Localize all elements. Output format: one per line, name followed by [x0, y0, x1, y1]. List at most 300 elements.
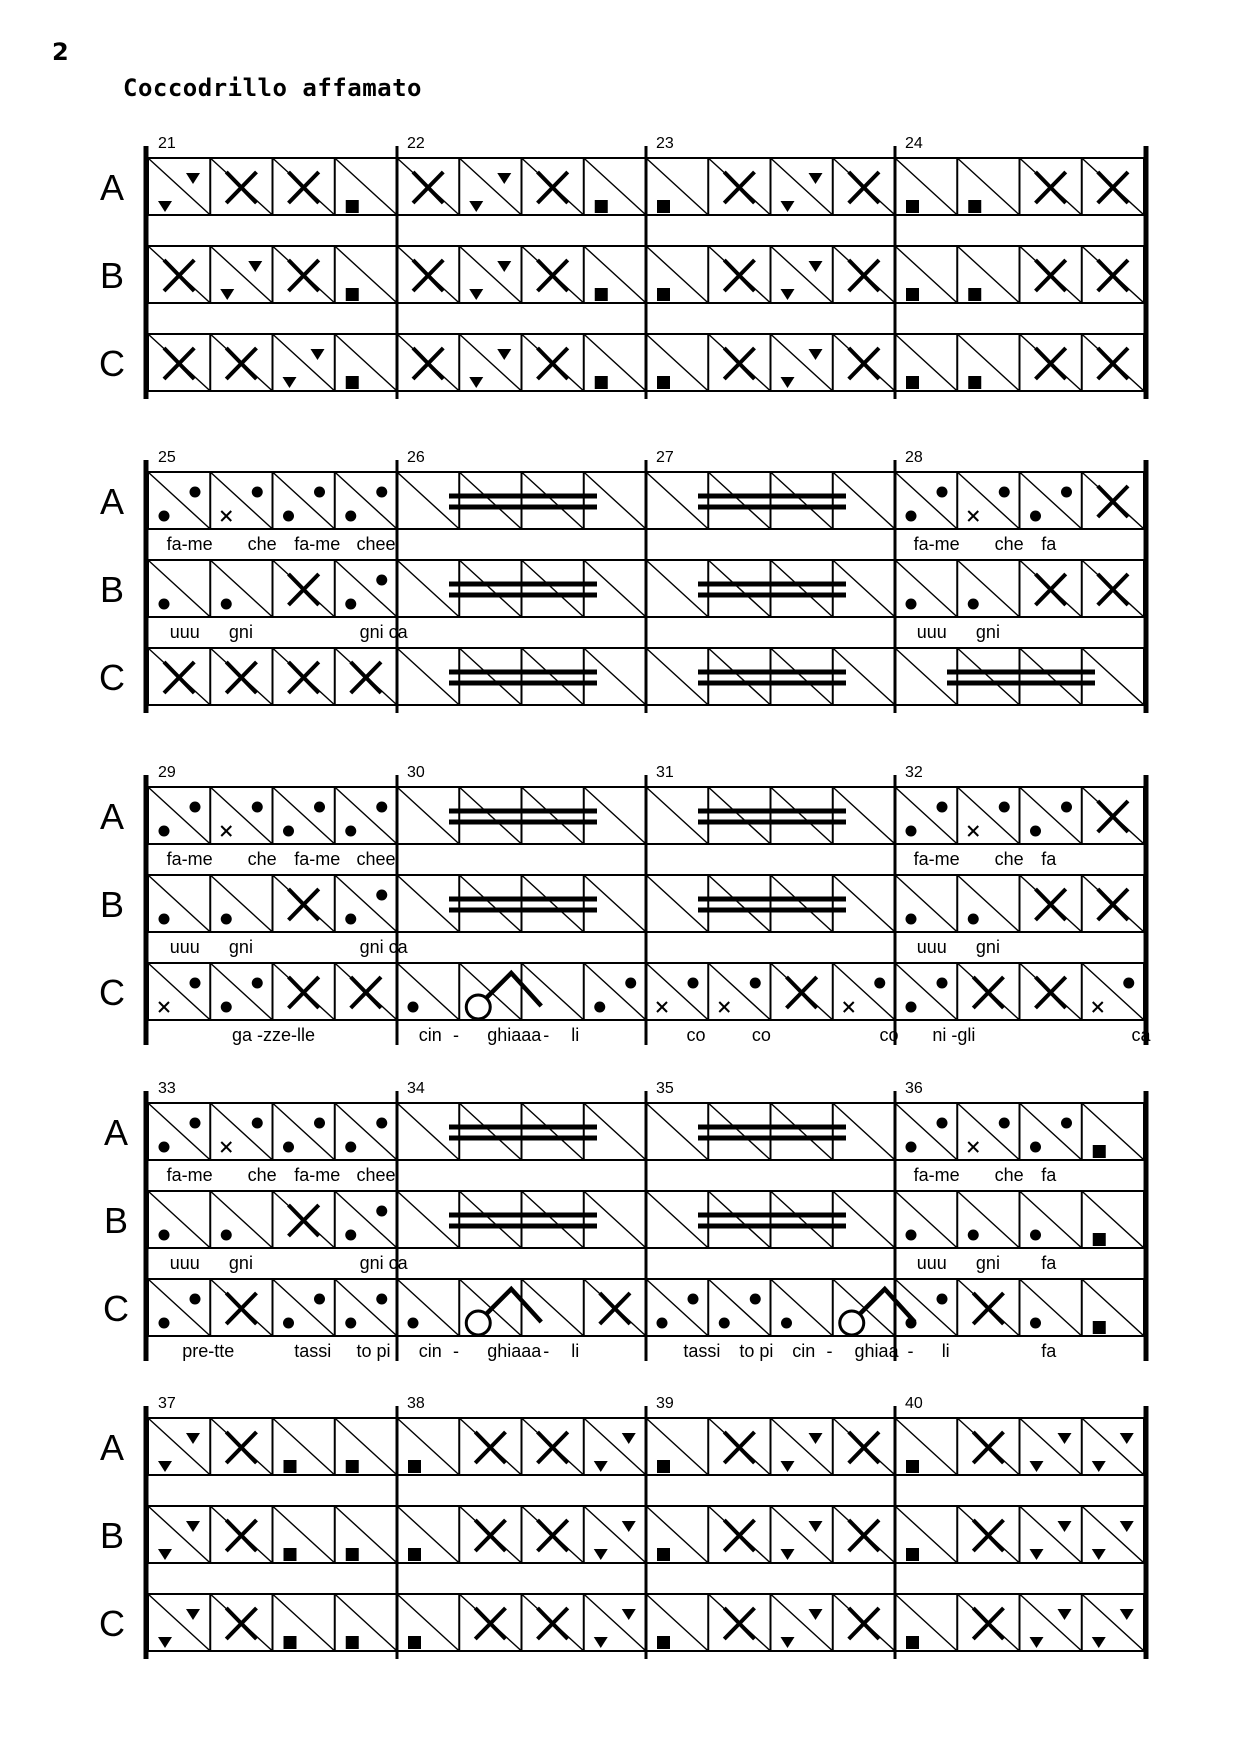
- beat-diagonal: [771, 1594, 833, 1651]
- beat-diagonal: [957, 1103, 1019, 1160]
- beat-diagonal: [957, 158, 1019, 215]
- part-label: B: [99, 884, 125, 925]
- triangle-note: [1058, 1521, 1072, 1532]
- beat-diagonal: [646, 1418, 708, 1475]
- beat-diagonal: [584, 1418, 646, 1475]
- beat-diagonal: [895, 875, 957, 932]
- beat-diagonal: [335, 1279, 397, 1336]
- dot-note: [968, 914, 979, 925]
- beat-diagonal: [335, 246, 397, 303]
- beat-diagonal: [459, 158, 521, 215]
- dot-note: [750, 1294, 761, 1305]
- dot-note: [594, 1002, 605, 1013]
- beat-diagonal: [210, 787, 272, 844]
- dot-note: [1061, 802, 1072, 813]
- square-note: [595, 200, 608, 213]
- triangle-note: [158, 1549, 172, 1560]
- beat-diagonal: [771, 158, 833, 215]
- dot-note: [283, 511, 294, 522]
- open-circle-note: [466, 995, 490, 1019]
- dot-note: [937, 1118, 948, 1129]
- dot-note: [252, 978, 263, 989]
- square-note: [408, 1636, 421, 1649]
- beat-diagonal: [833, 787, 895, 844]
- lyric-syllable: gni: [975, 622, 1000, 642]
- beat-diagonal: [771, 560, 833, 617]
- hook-tie: [486, 973, 541, 1006]
- beat-diagonal: [584, 472, 646, 529]
- dot-note: [190, 487, 201, 498]
- lyric-syllable: chee: [356, 849, 396, 869]
- triangle-note: [1120, 1433, 1134, 1444]
- dot-note: [408, 1318, 419, 1329]
- beat-diagonal: [646, 1279, 708, 1336]
- lyric-syllable: tassi: [294, 1341, 332, 1361]
- beat-diagonal: [273, 334, 335, 391]
- beat-diagonal: [646, 560, 708, 617]
- beat-diagonal: [708, 472, 770, 529]
- beat-diagonal: [957, 334, 1019, 391]
- beat-diagonal: [833, 963, 895, 1020]
- beat-diagonal: [1020, 1191, 1082, 1248]
- lyric-syllable: gni ca: [359, 622, 408, 642]
- beat-diagonal: [148, 1594, 210, 1651]
- dot-note: [376, 575, 387, 586]
- beat-diagonal: [895, 1103, 957, 1160]
- lyric-syllable: ghiaaa: [487, 1025, 542, 1045]
- square-note: [408, 1460, 421, 1473]
- dot-note: [221, 1230, 232, 1241]
- dot-note: [906, 511, 917, 522]
- dot-note: [906, 1002, 917, 1013]
- lyric-syllable: uuu: [169, 937, 200, 957]
- beat-diagonal: [273, 472, 335, 529]
- beat-diagonal: [459, 787, 521, 844]
- triangle-note: [1092, 1461, 1106, 1472]
- square-note: [346, 1548, 359, 1561]
- lyric-syllable: li: [941, 1341, 950, 1361]
- square-note: [968, 200, 981, 213]
- beat-diagonal: [957, 875, 1019, 932]
- lyric-syllable: ga -zze-lle: [232, 1025, 316, 1045]
- beat-diagonal: [397, 648, 459, 705]
- beat-diagonal: [1020, 787, 1082, 844]
- beat-diagonal: [895, 1418, 957, 1475]
- measure-number: 38: [407, 1395, 425, 1412]
- beat-diagonal: [397, 1191, 459, 1248]
- lyric-syllable: fa-me: [294, 534, 341, 554]
- triangle-note: [622, 1521, 636, 1532]
- measure-number: 26: [407, 449, 425, 466]
- dot-note: [314, 1294, 325, 1305]
- triangle-note: [497, 349, 511, 360]
- beat-diagonal: [522, 875, 584, 932]
- square-note: [968, 376, 981, 389]
- beat-diagonal: [646, 1103, 708, 1160]
- dot-note: [937, 487, 948, 498]
- beat-diagonal: [1020, 1418, 1082, 1475]
- beat-diagonal: [957, 1191, 1019, 1248]
- lyric-syllable: ni -gli: [932, 1025, 976, 1045]
- square-note: [906, 1460, 919, 1473]
- dot-note: [190, 1294, 201, 1305]
- beat-diagonal: [584, 963, 646, 1020]
- beat-diagonal: [1082, 1418, 1144, 1475]
- lyric-syllable: che: [247, 849, 277, 869]
- dot-note: [376, 1118, 387, 1129]
- dot-note: [376, 802, 387, 813]
- dot-note: [345, 826, 356, 837]
- beat-diagonal: [833, 560, 895, 617]
- beat-diagonal: [646, 875, 708, 932]
- lyric-syllable: cin: [418, 1341, 442, 1361]
- dot-note: [968, 1230, 979, 1241]
- triangle-note: [594, 1637, 608, 1648]
- beat-diagonal: [459, 246, 521, 303]
- lyric-syllable: co: [686, 1025, 706, 1045]
- triangle-note: [622, 1609, 636, 1620]
- square-note: [657, 1460, 670, 1473]
- dot-note: [221, 914, 232, 925]
- beat-diagonal: [397, 472, 459, 529]
- beat-diagonal: [1082, 1103, 1144, 1160]
- dot-note: [376, 1294, 387, 1305]
- beat-diagonal: [335, 787, 397, 844]
- measure-number: 29: [158, 764, 176, 781]
- dot-note: [190, 978, 201, 989]
- lyric-syllable: gni: [228, 937, 253, 957]
- triangle-note: [1030, 1637, 1044, 1648]
- beat-diagonal: [335, 1191, 397, 1248]
- dot-note: [376, 487, 387, 498]
- dot-note: [781, 1318, 792, 1329]
- dot-note: [345, 599, 356, 610]
- part-label: C: [99, 343, 125, 384]
- beat-diagonal: [397, 1594, 459, 1651]
- square-note: [1093, 1233, 1106, 1246]
- triangle-note: [809, 349, 823, 360]
- triangle-note: [497, 261, 511, 272]
- beat-diagonal: [771, 1191, 833, 1248]
- lyric-syllable: tassi: [683, 1341, 721, 1361]
- part-label: C: [99, 1603, 125, 1644]
- lyric-syllable: uuu: [916, 1253, 947, 1273]
- beat-diagonal: [210, 963, 272, 1020]
- beat-diagonal: [1082, 1506, 1144, 1563]
- triangle-note: [248, 261, 262, 272]
- lyric-syllable: cin: [792, 1341, 816, 1361]
- part-label: C: [103, 1288, 129, 1329]
- measure-number: 25: [158, 449, 176, 466]
- beat-diagonal: [273, 1418, 335, 1475]
- beat-diagonal: [833, 875, 895, 932]
- square-note: [595, 288, 608, 301]
- dot-note: [345, 1142, 356, 1153]
- beat-diagonal: [335, 334, 397, 391]
- lyric-syllable: gni: [975, 937, 1000, 957]
- triangle-note: [781, 1637, 795, 1648]
- dot-note: [1030, 511, 1041, 522]
- lyric-syllable: gni ca: [359, 1253, 408, 1273]
- dot-note: [283, 1142, 294, 1153]
- beat-diagonal: [584, 1191, 646, 1248]
- dot-note: [906, 914, 917, 925]
- part-label: B: [103, 1200, 129, 1241]
- dot-note: [968, 599, 979, 610]
- lyric-syllable: fa-me: [166, 849, 213, 869]
- beat-diagonal: [895, 246, 957, 303]
- measure-number: 34: [407, 1080, 425, 1097]
- measure-number: 27: [656, 449, 674, 466]
- lyric-syllable: fa: [1041, 849, 1057, 869]
- lyric-syllable: li: [571, 1341, 580, 1361]
- dot-note: [376, 890, 387, 901]
- beat-diagonal: [584, 158, 646, 215]
- dot-note: [1030, 826, 1041, 837]
- dot-note: [376, 1206, 387, 1217]
- triangle-note: [809, 1433, 823, 1444]
- hook-tie: [860, 1289, 915, 1322]
- beat-diagonal: [1020, 472, 1082, 529]
- dot-note: [159, 1230, 170, 1241]
- lyric-syllable: ghiaaa: [487, 1341, 542, 1361]
- beat-diagonal: [771, 648, 833, 705]
- dot-note: [1030, 1142, 1041, 1153]
- triangle-note: [781, 1461, 795, 1472]
- beat-diagonal: [397, 1506, 459, 1563]
- beat-diagonal: [957, 648, 1019, 705]
- dot-note: [1030, 1318, 1041, 1329]
- beat-diagonal: [895, 560, 957, 617]
- measure-number: 40: [905, 1395, 923, 1412]
- beat-diagonal: [771, 1103, 833, 1160]
- beat-diagonal: [210, 1103, 272, 1160]
- dot-note: [906, 1230, 917, 1241]
- beat-diagonal: [148, 560, 210, 617]
- beat-diagonal: [1020, 1279, 1082, 1336]
- lyric-syllable: fa: [1041, 1165, 1057, 1185]
- lyric-syllable: uuu: [169, 1253, 200, 1273]
- beat-diagonal: [1082, 963, 1144, 1020]
- square-note: [346, 376, 359, 389]
- triangle-note: [809, 173, 823, 184]
- square-note: [906, 288, 919, 301]
- beat-diagonal: [210, 1191, 272, 1248]
- lyric-syllable: -: [543, 1341, 550, 1361]
- dot-note: [906, 1318, 917, 1329]
- beat-diagonal: [895, 334, 957, 391]
- beat-diagonal: [646, 158, 708, 215]
- lyric-syllable: che: [994, 534, 1024, 554]
- beat-diagonal: [148, 875, 210, 932]
- dot-note: [314, 487, 325, 498]
- lyric-syllable: uuu: [916, 937, 947, 957]
- beat-diagonal: [335, 472, 397, 529]
- lyric-syllable: ghiaa: [854, 1341, 899, 1361]
- beat-diagonal: [273, 1103, 335, 1160]
- score-system: [103, 1080, 1146, 1361]
- beat-diagonal: [957, 787, 1019, 844]
- dot-note: [345, 914, 356, 925]
- dot-note: [937, 978, 948, 989]
- score-system: [99, 1395, 1146, 1659]
- triangle-note: [594, 1549, 608, 1560]
- triangle-note: [622, 1433, 636, 1444]
- triangle-note: [1058, 1433, 1072, 1444]
- score-system: [99, 449, 1146, 713]
- measure-number: 37: [158, 1395, 176, 1412]
- beat-diagonal: [522, 1103, 584, 1160]
- beat-diagonal: [335, 875, 397, 932]
- beat-diagonal: [273, 1279, 335, 1336]
- lyric-syllable: -: [543, 1025, 550, 1045]
- square-note: [657, 200, 670, 213]
- dot-note: [937, 802, 948, 813]
- beat-diagonal: [148, 963, 210, 1020]
- beat-diagonal: [771, 1418, 833, 1475]
- beat-diagonal: [771, 787, 833, 844]
- triangle-note: [809, 1521, 823, 1532]
- dot-note: [159, 1318, 170, 1329]
- beat-diagonal: [397, 1103, 459, 1160]
- beat-diagonal: [522, 787, 584, 844]
- dot-note: [252, 1118, 263, 1129]
- lyric-syllable: fa-me: [913, 1165, 960, 1185]
- triangle-note: [1030, 1461, 1044, 1472]
- beat-diagonal: [148, 1279, 210, 1336]
- beat-diagonal: [895, 1191, 957, 1248]
- lyric-syllable: cin: [418, 1025, 442, 1045]
- beat-diagonal: [397, 963, 459, 1020]
- beat-diagonal: [895, 1506, 957, 1563]
- dot-note: [314, 802, 325, 813]
- dot-note: [159, 511, 170, 522]
- square-note: [346, 1636, 359, 1649]
- beat-diagonal: [957, 246, 1019, 303]
- triangle-note: [809, 261, 823, 272]
- beat-diagonal: [148, 1191, 210, 1248]
- part-label: A: [99, 1427, 125, 1468]
- beat-diagonal: [646, 787, 708, 844]
- beat-diagonal: [273, 1594, 335, 1651]
- square-note: [906, 1636, 919, 1649]
- beat-diagonal: [148, 472, 210, 529]
- dot-note: [999, 487, 1010, 498]
- lyric-syllable: fa-me: [166, 1165, 213, 1185]
- beat-diagonal: [1082, 1279, 1144, 1336]
- triangle-note: [1120, 1521, 1134, 1532]
- dot-note: [345, 1230, 356, 1241]
- dot-note: [906, 826, 917, 837]
- beat-diagonal: [148, 787, 210, 844]
- dot-note: [159, 826, 170, 837]
- beat-diagonal: [708, 963, 770, 1020]
- beat-diagonal: [895, 158, 957, 215]
- square-note: [1093, 1145, 1106, 1158]
- lyric-syllable: co: [879, 1025, 899, 1045]
- beat-diagonal: [459, 1191, 521, 1248]
- beat-diagonal: [895, 472, 957, 529]
- dot-note: [906, 1142, 917, 1153]
- lyric-syllable: fa-me: [294, 849, 341, 869]
- lyric-syllable: co: [751, 1025, 771, 1045]
- measure-number: 36: [905, 1080, 923, 1097]
- lyric-syllable: che: [247, 534, 277, 554]
- square-note: [906, 200, 919, 213]
- square-note: [346, 1460, 359, 1473]
- beat-diagonal: [335, 1103, 397, 1160]
- part-label: A: [99, 481, 125, 522]
- measure-number: 30: [407, 764, 425, 781]
- beat-diagonal: [584, 1103, 646, 1160]
- square-note: [906, 376, 919, 389]
- part-label: A: [99, 796, 125, 837]
- dot-note: [159, 599, 170, 610]
- beat-diagonal: [771, 246, 833, 303]
- beat-diagonal: [957, 560, 1019, 617]
- beat-diagonal: [708, 1103, 770, 1160]
- beat-diagonal: [1020, 648, 1082, 705]
- lyric-syllable: fa: [1041, 534, 1057, 554]
- beat-diagonal: [397, 787, 459, 844]
- dot-note: [1030, 1230, 1041, 1241]
- beat-diagonal: [459, 875, 521, 932]
- beat-diagonal: [646, 648, 708, 705]
- lyric-syllable: gni: [975, 1253, 1000, 1273]
- lyric-syllable: fa: [1041, 1341, 1057, 1361]
- dot-note: [252, 487, 263, 498]
- dot-note: [874, 978, 885, 989]
- beat-diagonal: [335, 158, 397, 215]
- beat-diagonal: [646, 246, 708, 303]
- score-system: [99, 764, 1152, 1045]
- beat-diagonal: [708, 648, 770, 705]
- part-label: A: [99, 167, 125, 208]
- lyric-syllable: ca: [1131, 1025, 1151, 1045]
- triangle-note: [781, 377, 795, 388]
- beat-diagonal: [210, 875, 272, 932]
- square-note: [595, 376, 608, 389]
- triangle-note: [1058, 1609, 1072, 1620]
- triangle-note: [1030, 1549, 1044, 1560]
- beat-diagonal: [459, 560, 521, 617]
- measure-number: 31: [656, 764, 674, 781]
- triangle-note: [781, 201, 795, 212]
- beat-diagonal: [833, 1103, 895, 1160]
- dot-note: [1061, 487, 1072, 498]
- beat-diagonal: [459, 334, 521, 391]
- lyric-syllable: gni: [228, 1253, 253, 1273]
- beat-diagonal: [584, 334, 646, 391]
- lyric-syllable: fa-me: [913, 849, 960, 869]
- triangle-note: [1092, 1637, 1106, 1648]
- measure-number: 33: [158, 1080, 176, 1097]
- triangle-note: [469, 289, 483, 300]
- triangle-note: [158, 1461, 172, 1472]
- lyric-syllable: -: [453, 1025, 460, 1045]
- lyric-syllable: chee: [356, 534, 396, 554]
- lyric-syllable: che: [994, 1165, 1024, 1185]
- beat-diagonal: [584, 560, 646, 617]
- score-system: [99, 135, 1146, 399]
- beat-diagonal: [833, 1191, 895, 1248]
- beat-diagonal: [584, 875, 646, 932]
- beat-diagonal: [522, 648, 584, 705]
- lyric-syllable: to pi: [739, 1341, 774, 1361]
- beat-diagonal: [895, 787, 957, 844]
- measure-number: 23: [656, 135, 674, 152]
- beat-diagonal: [522, 472, 584, 529]
